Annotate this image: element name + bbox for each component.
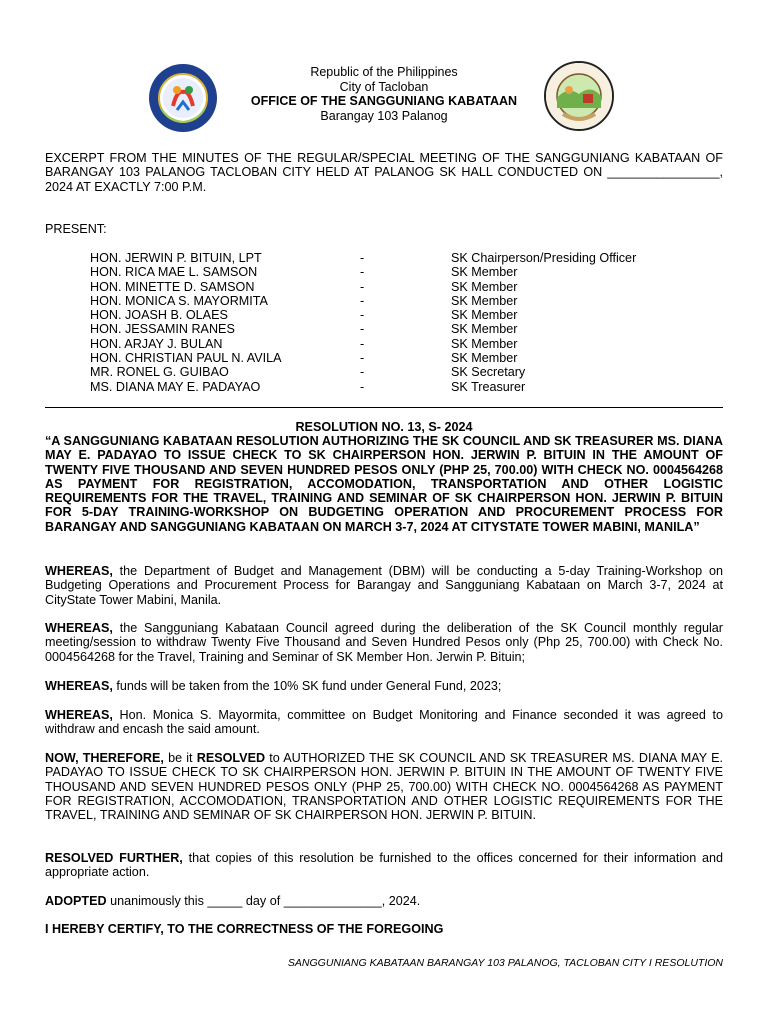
whereas-paragraph-4 (45, 708, 723, 737)
roster-name: HON. RICA MAE L. SAMSON (90, 265, 258, 280)
roster-role: SK Member (451, 322, 518, 337)
republic-line: Republic of the Philippines (310, 65, 458, 79)
resolution-number: RESOLUTION NO. 13, S- 2024 (295, 420, 473, 434)
roster-name: HON. JESSAMIN RANES (90, 322, 235, 337)
city-line: City of Tacloban (339, 79, 429, 94)
resolution-title: “A SANGGUNIANG KABATAAN RESOLUTION AUTHORIZING THE SK COUNCIL AND SK TREASURER MS. DIANA MAY E. PADAYAO TO ISSUE CHECK TO SK CHAIRPERSON HON. JERWIN P. BITUIN IN THE AMOUNT OF TWENTY FIVE THOUSAND AND SEVEN HUNDRED PESOS ONLY (PHP 25, 700.00) WITH CHECK NO. 0004564268 AS PAYMENT FOR REGISTRATION, ACCOMODATION, TRANSPORTATION AND OTHER LOGISTIC REQUIREMENTS FOR THE TRAVEL, TRAINING AND SEMINAR OF SK CHAIRPERSON HON. JERWIN P. BITUIN FOR 5-DAY TRAINING-WORKSHOP ON BUDGETING OPERATION AND PROCUREMENT PROCESS FOR BARANGAY AND SANGGUNIANG KABATAAN ON MARCH 3-7, 2024 AT CITYSTATE TOWER MABINI, MANILA” (45, 434, 723, 534)
present-label: PRESENT: (45, 222, 107, 236)
now-therefore-paragraph (45, 751, 723, 822)
now-therefore-mid: be it (163, 751, 197, 765)
roster-row (90, 322, 710, 336)
resolved-further-text: that copies of this resolution be furnished to the offices concerned for their information and appropriate action. (45, 851, 723, 880)
roster-role: SK Treasurer (451, 379, 526, 394)
letterhead-text (45, 65, 723, 123)
whereas-text: the Sangguniang Kabataan Council agreed during the deliberation of the SK Council monthly regular meeting/session to withdraw Twenty Five Thousand and Seven Hundred Pesos only (Php 25, 700.00) with Check No. 0004564268 for the Travel, Training and Seminar of SK Member Hon. Jerwin P. Bituin; (45, 621, 723, 664)
roster-role: SK Secretary (451, 365, 526, 380)
roster-row (90, 308, 710, 322)
whereas-lead: WHEREAS, (45, 564, 113, 578)
roster-role: SK Chairperson/Presiding Officer (451, 251, 637, 265)
whereas-text: funds will be taken from the 10% SK fund under General Fund, 2023; (112, 679, 502, 693)
roster-row (90, 337, 710, 351)
certify-statement: I HEREBY CERTIFY, TO THE CORRECTNESS OF THE FOREGOING (45, 922, 444, 936)
roster-dash: - (360, 365, 365, 380)
roster-role: SK Member (451, 293, 518, 308)
whereas-paragraph-2 (45, 621, 723, 664)
roster-role: SK Member (451, 336, 518, 351)
roster-row (90, 365, 710, 379)
roster-row (90, 351, 710, 365)
now-therefore-text: to AUTHORIZED THE SK COUNCIL AND SK TREASURER MS. DIANA MAY E. PADAYAO TO ISSUE CHECK TO SK CHAIRPERSON HON. JERWIN P. BITUIN IN THE AMOUNT OF TWENTY FIVE THOUSAND AND SEVEN HUNDRED PESOS ONLY (PHP 25, 700.00) WITH CHECK NO. 0004564268 AS PAYMENT FOR REGISTRATION, ACCOMODATION, TRANSPORTATION AND OTHER LOGISTIC REQUIREMENTS FOR THE TRAVEL, TRAINING AND SEMINAR OF SK CHAIRPERSON HON. JERWIN P. BITUIN. (45, 751, 723, 823)
resolved-further-lead: RESOLVED FURTHER, (45, 851, 183, 865)
roster-name: HON. JERWIN P. BITUIN, LPT (90, 251, 262, 265)
adopted-text: unanimously this _____ day of ______________, 2024. (106, 894, 421, 908)
roster-row (90, 280, 710, 294)
letterhead (45, 60, 723, 132)
roster-role: SK Member (451, 351, 518, 366)
roster-row (90, 380, 710, 394)
divider (45, 407, 723, 408)
whereas-text: Hon. Monica S. Mayormita, committee on Budget Monitoring and Finance seconded it was agreed to withdraw and encash the said amount. (45, 708, 723, 737)
roster-dash: - (360, 251, 365, 265)
resolved-keyword: RESOLVED (196, 751, 266, 765)
roster-name: MS. DIANA MAY E. PADAYAO (90, 379, 261, 394)
roster-name: HON. ARJAY J. BULAN (90, 336, 223, 351)
roster-dash: - (360, 265, 365, 280)
roster-role: SK Member (451, 279, 518, 294)
barangay-line: Barangay 103 Palanog (320, 108, 448, 123)
roster-role: SK Member (451, 308, 518, 323)
attendance-roster (90, 251, 710, 394)
adopted-lead: ADOPTED (45, 894, 107, 908)
roster-row (90, 251, 710, 265)
roster-name: HON. MINETTE D. SAMSON (90, 279, 255, 294)
roster-dash: - (360, 279, 365, 294)
now-therefore-lead: NOW, THEREFORE, (45, 751, 164, 765)
roster-row (90, 294, 710, 308)
roster-name: HON. MONICA S. MAYORMITA (90, 293, 268, 308)
adopted-paragraph (45, 894, 723, 908)
roster-name: HON. CHRISTIAN PAUL N. AVILA (90, 351, 282, 366)
roster-dash: - (360, 293, 365, 308)
whereas-lead: WHEREAS, (45, 621, 113, 635)
roster-row (90, 265, 710, 279)
document-page (45, 60, 723, 936)
whereas-lead: WHEREAS, (45, 679, 113, 693)
whereas-paragraph-1 (45, 564, 723, 607)
whereas-paragraph-3 (45, 679, 723, 693)
roster-dash: - (360, 351, 365, 366)
roster-dash: - (360, 379, 365, 394)
office-line: OFFICE OF THE SANGGUNIANG KABATAAN (250, 94, 518, 108)
page-footer: SANGGUNIANG KABATAAN BARANGAY 103 PALANOG, TACLOBAN CITY I RESOLUTION (287, 957, 723, 969)
excerpt-paragraph: EXCERPT FROM THE MINUTES OF THE REGULAR/SPECIAL MEETING OF THE SANGGUNIANG KABATAAN OF BARANGAY 103 PALANOG TACLOBAN CITY HELD AT PALANOG SK HALL CONDUCTED ON ________________, 2024 AT EXACTLY 7:00 P.M. (45, 151, 723, 194)
whereas-text: the Department of Budget and Management (DBM) will be conducting a 5-day Training-Workshop on Budgeting Operations and Procurement Process for Barangay and Sangguniang Kabataan on March 3-7, 2024 at CityState Tower Mabini, Manila. (45, 564, 723, 607)
resolved-further-paragraph (45, 851, 723, 880)
roster-role: SK Member (451, 265, 518, 280)
roster-dash: - (360, 308, 365, 323)
roster-name: MR. RONEL G. GUIBAO (90, 365, 229, 380)
whereas-lead: WHEREAS, (45, 708, 113, 722)
roster-name: HON. JOASH B. OLAES (90, 308, 228, 323)
roster-dash: - (360, 322, 365, 337)
roster-dash: - (360, 336, 365, 351)
